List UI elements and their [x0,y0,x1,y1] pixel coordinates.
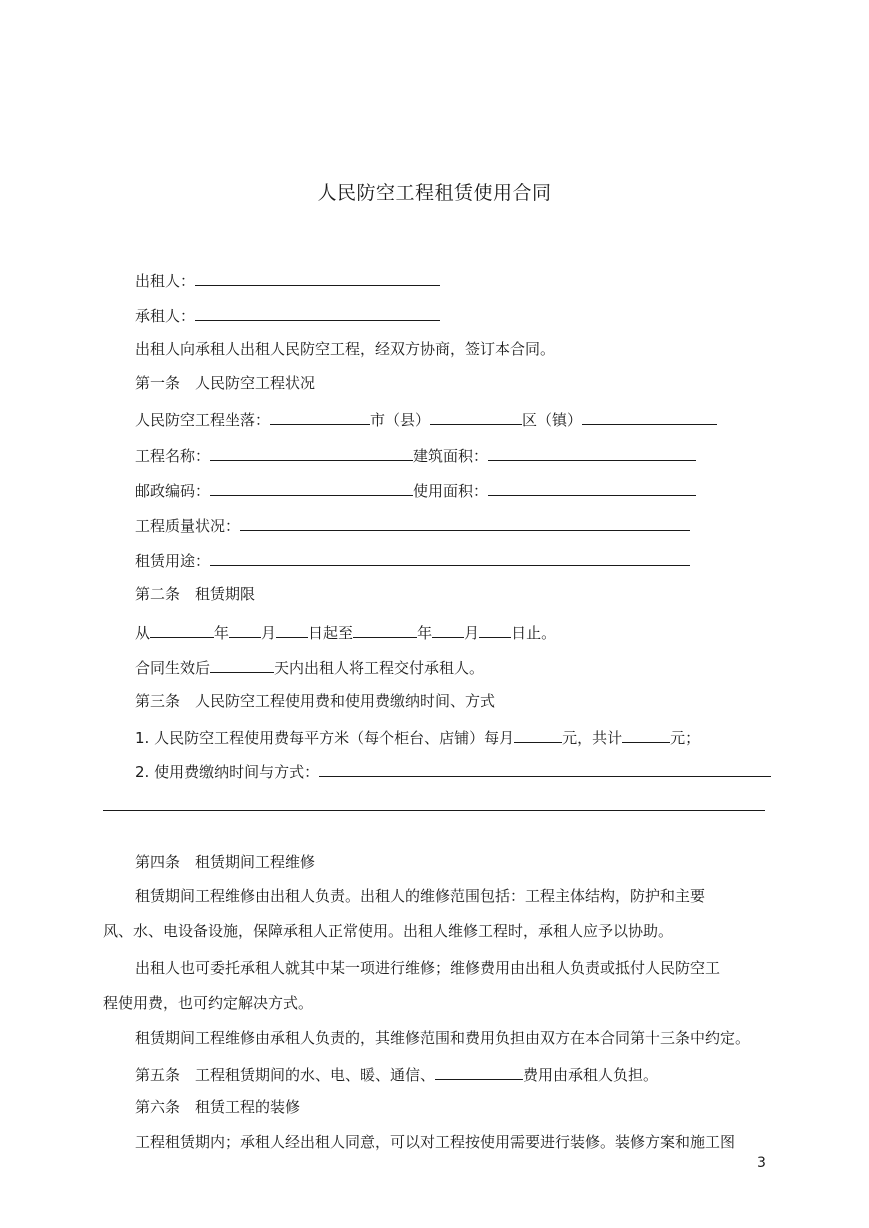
postcode-blank[interactable] [210,478,413,496]
article-4-p2-line1: 出租人也可委托承租人就其中某一项进行维修；维修费用由出租人负责或抵付人民防空工 [135,959,721,977]
location-city-blank[interactable] [270,407,370,425]
page-number: 3 [757,1155,766,1171]
delivery-text-b: 天内出租人将工程交付承租人。 [274,659,485,677]
article-4-p1-line1: 租赁期间工程维修由出租人负责。出租人的维修范围包括：工程主体结构，防护和主要 [135,887,706,905]
from-label: 从 [135,624,151,642]
intro-text: 出租人向承租人出租人民防空工程，经双方协商，签订本合同。 [135,340,556,358]
fee-item-1-text-b: 元，共计 [562,729,623,747]
usage-area-blank[interactable] [488,478,696,496]
area-blank[interactable] [488,443,696,461]
article-2-title: 租赁期限 [195,585,256,603]
area-label: 建筑面积： [413,447,489,465]
month-label: 月 [261,624,277,642]
purpose-label: 租赁用途： [135,552,211,570]
lessee-label: 承租人： [135,307,196,325]
fee-item-2 [135,759,771,783]
district-label: 区（镇） [522,411,583,429]
end-day-blank[interactable] [479,620,511,638]
quality-line [135,513,690,537]
postcode-line [135,478,696,502]
article-1-heading [135,372,315,394]
monthly-fee-blank[interactable] [514,725,562,743]
end-year-blank[interactable] [353,620,417,638]
city-label: 市（县） [370,411,431,429]
delivery-line [135,655,484,679]
article-2-number: 第二条 [135,585,181,603]
article-5-number: 第五条 [135,1066,181,1084]
article-3-title: 人民防空工程使用费和使用费缴纳时间、方式 [195,692,496,710]
document-title: 人民防空工程租赁使用合同 [317,182,552,204]
lessee-blank[interactable] [195,303,440,321]
article-6-number: 第六条 [135,1098,181,1116]
article-4-p1-line2: 风、水、电设备设施，保障承租人正常使用。出租人维修工程时，承租人应予以协助。 [103,922,674,940]
purpose-blank[interactable] [210,548,690,566]
lessor-line [135,268,440,292]
start-year-blank[interactable] [150,620,214,638]
end-month-blank[interactable] [432,620,464,638]
article-4-p2-line2: 程使用费，也可约定解决方式。 [103,994,314,1012]
quality-label: 工程质量状况： [135,517,241,535]
location-label: 人民防空工程坐落： [135,411,271,429]
start-day-blank[interactable] [276,620,308,638]
article-3-number: 第三条 [135,692,181,710]
name-area-line [135,443,696,467]
year-label-2: 年 [417,624,433,642]
article-2-heading [135,583,255,605]
postcode-label: 邮政编码： [135,482,211,500]
article-6-heading [135,1096,300,1118]
fee-item-1-text-c: 元； [670,729,701,747]
fee-item-2-text: 2. 使用费缴纳时间与方式： [135,763,320,781]
location-district-blank[interactable] [430,407,522,425]
location-detail-blank[interactable] [582,407,717,425]
lessor-blank[interactable] [195,268,440,286]
term-line [135,620,556,644]
article-1-number: 第一条 [135,374,181,392]
start-month-blank[interactable] [229,620,261,638]
purpose-line [135,548,690,572]
total-fee-blank[interactable] [622,725,670,743]
article-4-p3: 租赁期间工程维修由承租人负责的，其维修范围和费用负担由双方在本合同第十三条中约定。 [135,1029,751,1047]
year-label: 年 [214,624,230,642]
day-end-label: 日止。 [511,624,557,642]
lessor-label: 出租人： [135,272,196,290]
month-label-2: 月 [464,624,480,642]
article-4-number: 第四条 [135,853,181,871]
article-5-line [135,1062,658,1086]
lessee-line [135,303,440,327]
article-5-text-b: 费用由承租人负担。 [523,1066,659,1084]
article-5-text-a: 工程租赁期间的水、电、暖、通信、 [195,1066,436,1084]
article-1-title: 人民防空工程状况 [195,374,316,392]
article-4-title: 租赁期间工程维修 [195,853,316,871]
name-label: 工程名称： [135,447,211,465]
location-line [135,407,717,431]
delivery-days-blank[interactable] [210,655,274,673]
usage-area-label: 使用面积： [413,482,489,500]
article-6-title: 租赁工程的装修 [195,1098,301,1116]
fee-item-1 [135,725,700,749]
article-6-p1: 工程租赁期内；承租人经出租人同意，可以对工程按使用需要进行装修。装修方案和施工图 [135,1133,736,1151]
article-4-heading [135,851,315,873]
payment-method-continuation-blank[interactable] [103,810,765,811]
fee-item-1-text-a: 1. 人民防空工程使用费每平方米（每个柜台、店铺）每月 [135,729,515,747]
utility-other-blank[interactable] [435,1062,523,1080]
quality-blank[interactable] [240,513,690,531]
delivery-text-a: 合同生效后 [135,659,211,677]
article-3-heading [135,690,495,712]
name-blank[interactable] [210,443,413,461]
from-to-label: 日起至 [308,624,354,642]
payment-method-blank[interactable] [319,759,771,777]
